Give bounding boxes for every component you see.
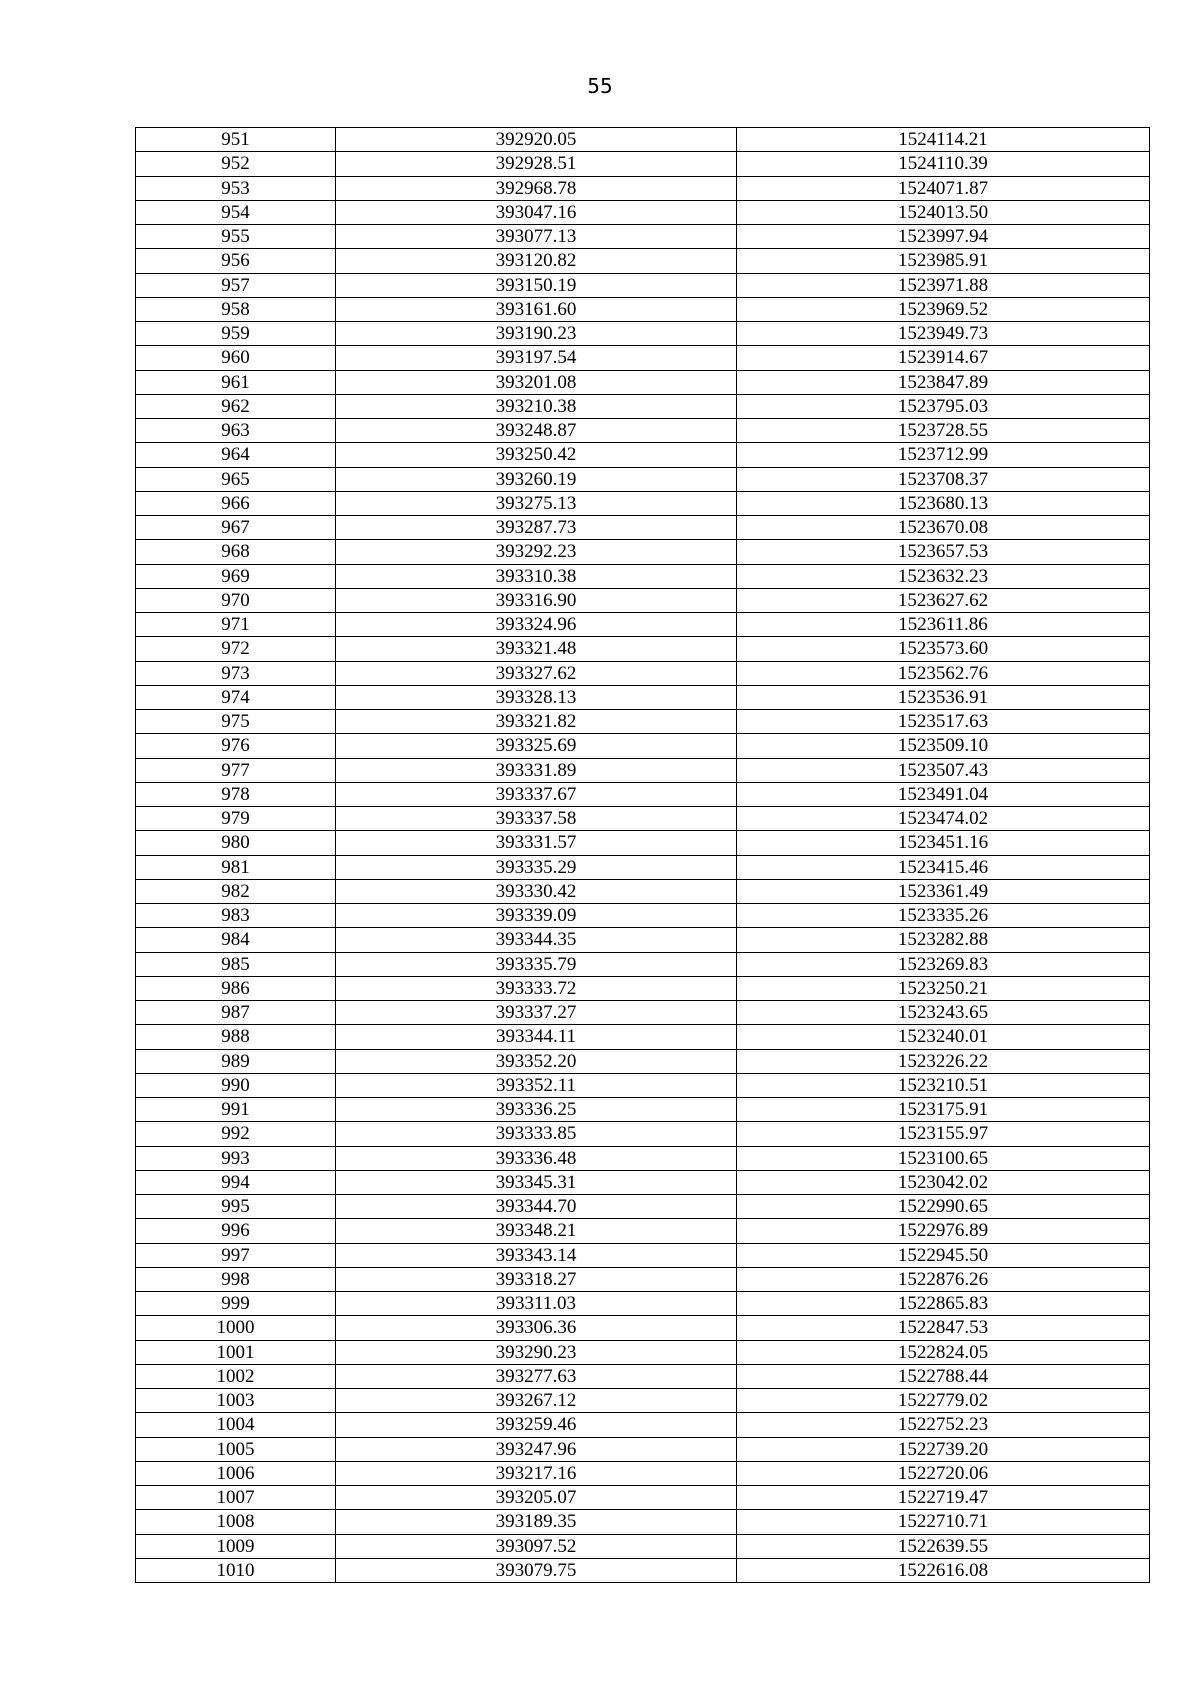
point-number-cell: 965 [136,467,336,491]
table-row [136,128,1150,152]
x-coordinate-cell: 393318.27 [336,1267,737,1291]
point-number-cell: 1007 [136,1486,336,1510]
table-row [136,734,1150,758]
x-coordinate-cell: 393259.46 [336,1413,737,1437]
y-coordinate-cell: 1523155.97 [737,1122,1150,1146]
x-coordinate-cell: 393328.13 [336,685,737,709]
table-row [136,613,1150,637]
point-number-cell: 962 [136,394,336,418]
x-coordinate-cell: 393345.31 [336,1170,737,1194]
y-coordinate-cell: 1522990.65 [737,1195,1150,1219]
point-number-cell: 951 [136,128,336,152]
table-row [136,904,1150,928]
x-coordinate-cell: 392928.51 [336,152,737,176]
x-coordinate-cell: 393210.38 [336,394,737,418]
x-coordinate-cell: 393292.23 [336,540,737,564]
point-number-cell: 978 [136,782,336,806]
point-number-cell: 1006 [136,1461,336,1485]
y-coordinate-cell: 1522788.44 [737,1364,1150,1388]
table-row [136,564,1150,588]
point-number-cell: 977 [136,758,336,782]
table-row [136,1510,1150,1534]
x-coordinate-cell: 393335.79 [336,952,737,976]
y-coordinate-cell: 1522876.26 [737,1267,1150,1291]
point-number-cell: 968 [136,540,336,564]
y-coordinate-cell: 1523100.65 [737,1146,1150,1170]
table-row [136,297,1150,321]
y-coordinate-cell: 1523632.23 [737,564,1150,588]
x-coordinate-cell: 393097.52 [336,1534,737,1558]
point-number-cell: 1001 [136,1340,336,1364]
table-row [136,1558,1150,1582]
y-coordinate-cell: 1523680.13 [737,491,1150,515]
y-coordinate-cell: 1523226.22 [737,1049,1150,1073]
x-coordinate-cell: 393161.60 [336,297,737,321]
x-coordinate-cell: 393333.85 [336,1122,737,1146]
point-number-cell: 1000 [136,1316,336,1340]
table-row [136,1534,1150,1558]
x-coordinate-cell: 393331.57 [336,831,737,855]
x-coordinate-cell: 393337.67 [336,782,737,806]
table-row [136,467,1150,491]
point-number-cell: 970 [136,588,336,612]
table-row [136,1243,1150,1267]
point-number-cell: 969 [136,564,336,588]
x-coordinate-cell: 393247.96 [336,1437,737,1461]
x-coordinate-cell: 393321.48 [336,637,737,661]
table-row [136,782,1150,806]
x-coordinate-cell: 393277.63 [336,1364,737,1388]
table-row [136,225,1150,249]
point-number-cell: 986 [136,976,336,1000]
point-number-cell: 979 [136,807,336,831]
y-coordinate-cell: 1522847.53 [737,1316,1150,1340]
y-coordinate-cell: 1523627.62 [737,588,1150,612]
y-coordinate-cell: 1523997.94 [737,225,1150,249]
x-coordinate-cell: 393120.82 [336,249,737,273]
x-coordinate-cell: 393201.08 [336,370,737,394]
x-coordinate-cell: 393348.21 [336,1219,737,1243]
point-number-cell: 973 [136,661,336,685]
table-row [136,200,1150,224]
x-coordinate-cell: 393150.19 [336,273,737,297]
x-coordinate-cell: 393275.13 [336,491,737,515]
table-row [136,1316,1150,1340]
y-coordinate-cell: 1523250.21 [737,976,1150,1000]
point-number-cell: 955 [136,225,336,249]
point-number-cell: 976 [136,734,336,758]
y-coordinate-cell: 1522752.23 [737,1413,1150,1437]
point-number-cell: 992 [136,1122,336,1146]
table-row [136,1389,1150,1413]
y-coordinate-cell: 1523949.73 [737,322,1150,346]
y-coordinate-cell: 1523282.88 [737,928,1150,952]
x-coordinate-cell: 393339.09 [336,904,737,928]
table-row [136,516,1150,540]
point-number-cell: 964 [136,443,336,467]
y-coordinate-cell: 1523509.10 [737,734,1150,758]
point-number-cell: 953 [136,176,336,200]
table-row [136,879,1150,903]
x-coordinate-cell: 393337.58 [336,807,737,831]
y-coordinate-cell: 1523712.99 [737,443,1150,467]
y-coordinate-cell: 1522865.83 [737,1292,1150,1316]
table-row [136,1170,1150,1194]
x-coordinate-cell: 393331.89 [336,758,737,782]
table-row [136,249,1150,273]
y-coordinate-cell: 1522824.05 [737,1340,1150,1364]
coordinates-table [135,127,1150,1583]
table-row [136,370,1150,394]
y-coordinate-cell: 1523361.49 [737,879,1150,903]
x-coordinate-cell: 393189.35 [336,1510,737,1534]
table-row [136,1001,1150,1025]
x-coordinate-cell: 393190.23 [336,322,737,346]
point-number-cell: 994 [136,1170,336,1194]
x-coordinate-cell: 393330.42 [336,879,737,903]
x-coordinate-cell: 393321.82 [336,710,737,734]
x-coordinate-cell: 392968.78 [336,176,737,200]
y-coordinate-cell: 1522720.06 [737,1461,1150,1485]
point-number-cell: 989 [136,1049,336,1073]
table-row [136,1437,1150,1461]
table-row [136,1025,1150,1049]
point-number-cell: 997 [136,1243,336,1267]
table-row [136,1219,1150,1243]
y-coordinate-cell: 1523985.91 [737,249,1150,273]
table-row [136,1195,1150,1219]
table-row [136,394,1150,418]
point-number-cell: 971 [136,613,336,637]
point-number-cell: 981 [136,855,336,879]
y-coordinate-cell: 1523517.63 [737,710,1150,734]
point-number-cell: 960 [136,346,336,370]
table-row [136,588,1150,612]
y-coordinate-cell: 1522779.02 [737,1389,1150,1413]
x-coordinate-cell: 393335.29 [336,855,737,879]
y-coordinate-cell: 1523708.37 [737,467,1150,491]
x-coordinate-cell: 393336.25 [336,1098,737,1122]
table-row [136,807,1150,831]
point-number-cell: 991 [136,1098,336,1122]
y-coordinate-cell: 1523795.03 [737,394,1150,418]
y-coordinate-cell: 1523335.26 [737,904,1150,928]
point-number-cell: 967 [136,516,336,540]
point-number-cell: 1008 [136,1510,336,1534]
point-number-cell: 1004 [136,1413,336,1437]
table-row [136,1364,1150,1388]
y-coordinate-cell: 1523914.67 [737,346,1150,370]
x-coordinate-cell: 393337.27 [336,1001,737,1025]
x-coordinate-cell: 393047.16 [336,200,737,224]
x-coordinate-cell: 393327.62 [336,661,737,685]
point-number-cell: 996 [136,1219,336,1243]
point-number-cell: 998 [136,1267,336,1291]
point-number-cell: 995 [136,1195,336,1219]
y-coordinate-cell: 1523491.04 [737,782,1150,806]
point-number-cell: 1002 [136,1364,336,1388]
x-coordinate-cell: 393325.69 [336,734,737,758]
table-row [136,637,1150,661]
y-coordinate-cell: 1523611.86 [737,613,1150,637]
table-row [136,1461,1150,1485]
x-coordinate-cell: 393311.03 [336,1292,737,1316]
point-number-cell: 952 [136,152,336,176]
table-row [136,685,1150,709]
point-number-cell: 974 [136,685,336,709]
y-coordinate-cell: 1523243.65 [737,1001,1150,1025]
table-row [136,710,1150,734]
x-coordinate-cell: 393310.38 [336,564,737,588]
x-coordinate-cell: 393079.75 [336,1558,737,1582]
table-row [136,322,1150,346]
y-coordinate-cell: 1522719.47 [737,1486,1150,1510]
point-number-cell: 961 [136,370,336,394]
y-coordinate-cell: 1523451.16 [737,831,1150,855]
table-row [136,928,1150,952]
y-coordinate-cell: 1523210.51 [737,1073,1150,1097]
x-coordinate-cell: 393306.36 [336,1316,737,1340]
point-number-cell: 972 [136,637,336,661]
table-row [136,443,1150,467]
table-row [136,152,1150,176]
coordinates-table-body [136,128,1150,1583]
y-coordinate-cell: 1523971.88 [737,273,1150,297]
y-coordinate-cell: 1524114.21 [737,128,1150,152]
point-number-cell: 1005 [136,1437,336,1461]
x-coordinate-cell: 393248.87 [336,419,737,443]
x-coordinate-cell: 393260.19 [336,467,737,491]
point-number-cell: 987 [136,1001,336,1025]
x-coordinate-cell: 393267.12 [336,1389,737,1413]
y-coordinate-cell: 1523042.02 [737,1170,1150,1194]
table-row [136,1413,1150,1437]
point-number-cell: 993 [136,1146,336,1170]
table-row [136,1049,1150,1073]
table-row [136,661,1150,685]
point-number-cell: 954 [136,200,336,224]
table-row [136,1340,1150,1364]
x-coordinate-cell: 393336.48 [336,1146,737,1170]
y-coordinate-cell: 1523562.76 [737,661,1150,685]
table-row [136,491,1150,515]
x-coordinate-cell: 393287.73 [336,516,737,540]
y-coordinate-cell: 1523728.55 [737,419,1150,443]
x-coordinate-cell: 393250.42 [336,443,737,467]
point-number-cell: 983 [136,904,336,928]
point-number-cell: 966 [136,491,336,515]
y-coordinate-cell: 1522945.50 [737,1243,1150,1267]
table-row [136,176,1150,200]
point-number-cell: 1010 [136,1558,336,1582]
x-coordinate-cell: 393333.72 [336,976,737,1000]
table-row [136,1073,1150,1097]
x-coordinate-cell: 393344.35 [336,928,737,952]
table-row [136,1267,1150,1291]
point-number-cell: 975 [136,710,336,734]
table-row [136,831,1150,855]
x-coordinate-cell: 393316.90 [336,588,737,612]
page-number: 55 [587,74,613,98]
table-row [136,1122,1150,1146]
y-coordinate-cell: 1523670.08 [737,516,1150,540]
y-coordinate-cell: 1523175.91 [737,1098,1150,1122]
point-number-cell: 959 [136,322,336,346]
point-number-cell: 957 [136,273,336,297]
table-row [136,346,1150,370]
point-number-cell: 1003 [136,1389,336,1413]
y-coordinate-cell: 1522616.08 [737,1558,1150,1582]
y-coordinate-cell: 1523969.52 [737,297,1150,321]
y-coordinate-cell: 1522739.20 [737,1437,1150,1461]
x-coordinate-cell: 393197.54 [336,346,737,370]
y-coordinate-cell: 1524071.87 [737,176,1150,200]
x-coordinate-cell: 393352.11 [336,1073,737,1097]
y-coordinate-cell: 1524110.39 [737,152,1150,176]
table-row [136,1098,1150,1122]
y-coordinate-cell: 1523269.83 [737,952,1150,976]
table-row [136,855,1150,879]
point-number-cell: 956 [136,249,336,273]
table-row [136,1292,1150,1316]
y-coordinate-cell: 1522639.55 [737,1534,1150,1558]
x-coordinate-cell: 393344.11 [336,1025,737,1049]
point-number-cell: 990 [136,1073,336,1097]
x-coordinate-cell: 393217.16 [336,1461,737,1485]
point-number-cell: 999 [136,1292,336,1316]
point-number-cell: 985 [136,952,336,976]
y-coordinate-cell: 1524013.50 [737,200,1150,224]
table-row [136,758,1150,782]
x-coordinate-cell: 393344.70 [336,1195,737,1219]
table-row [136,952,1150,976]
x-coordinate-cell: 393343.14 [336,1243,737,1267]
y-coordinate-cell: 1523657.53 [737,540,1150,564]
x-coordinate-cell: 393290.23 [336,1340,737,1364]
y-coordinate-cell: 1523240.01 [737,1025,1150,1049]
point-number-cell: 963 [136,419,336,443]
y-coordinate-cell: 1522710.71 [737,1510,1150,1534]
table-row [136,1486,1150,1510]
x-coordinate-cell: 393324.96 [336,613,737,637]
y-coordinate-cell: 1523536.91 [737,685,1150,709]
y-coordinate-cell: 1523507.43 [737,758,1150,782]
point-number-cell: 1009 [136,1534,336,1558]
x-coordinate-cell: 392920.05 [336,128,737,152]
table-row [136,419,1150,443]
x-coordinate-cell: 393077.13 [336,225,737,249]
x-coordinate-cell: 393205.07 [336,1486,737,1510]
table-row [136,1146,1150,1170]
table-row [136,273,1150,297]
y-coordinate-cell: 1522976.89 [737,1219,1150,1243]
x-coordinate-cell: 393352.20 [336,1049,737,1073]
y-coordinate-cell: 1523474.02 [737,807,1150,831]
table-row [136,976,1150,1000]
y-coordinate-cell: 1523573.60 [737,637,1150,661]
point-number-cell: 984 [136,928,336,952]
y-coordinate-cell: 1523415.46 [737,855,1150,879]
point-number-cell: 958 [136,297,336,321]
point-number-cell: 988 [136,1025,336,1049]
point-number-cell: 980 [136,831,336,855]
table-row [136,540,1150,564]
y-coordinate-cell: 1523847.89 [737,370,1150,394]
point-number-cell: 982 [136,879,336,903]
